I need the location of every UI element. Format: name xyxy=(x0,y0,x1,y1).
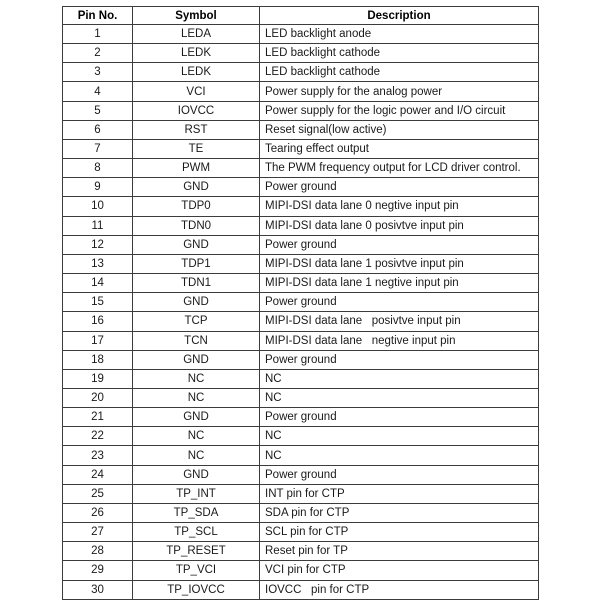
pin-no-cell: 11 xyxy=(63,216,133,235)
pin-no-cell: 20 xyxy=(63,388,133,407)
description-cell: Power ground xyxy=(260,350,539,369)
description-cell: NC xyxy=(260,446,539,465)
symbol-cell: VCI xyxy=(133,82,260,101)
header-description: Description xyxy=(260,7,539,25)
table-row xyxy=(63,139,539,158)
description-cell: LED backlight anode xyxy=(260,25,539,44)
table-row xyxy=(63,388,539,407)
symbol-cell: GND xyxy=(133,408,260,427)
pin-no-cell: 5 xyxy=(63,101,133,120)
description-cell: NC xyxy=(260,369,539,388)
table-row xyxy=(63,63,539,82)
description-cell: MIPI-DSI data lane posivtve input pin xyxy=(260,312,539,331)
description-cell: The PWM frequency output for LCD driver control. xyxy=(260,159,539,178)
description-cell: MIPI-DSI data lane 0 posivtve input pin xyxy=(260,216,539,235)
pin-no-cell: 13 xyxy=(63,254,133,273)
pin-no-cell: 25 xyxy=(63,484,133,503)
table-row xyxy=(63,465,539,484)
description-cell: MIPI-DSI data lane negtive input pin xyxy=(260,331,539,350)
pin-description-table xyxy=(62,6,539,600)
pin-no-cell: 22 xyxy=(63,427,133,446)
table-row xyxy=(63,101,539,120)
description-cell: SCL pin for CTP xyxy=(260,523,539,542)
description-cell: SDA pin for CTP xyxy=(260,503,539,522)
pin-no-cell: 6 xyxy=(63,120,133,139)
pin-no-cell: 12 xyxy=(63,235,133,254)
description-cell: Power ground xyxy=(260,465,539,484)
pin-no-cell: 16 xyxy=(63,312,133,331)
description-cell: MIPI-DSI data lane 1 posivtve input pin xyxy=(260,254,539,273)
table-row xyxy=(63,484,539,503)
table-row xyxy=(63,369,539,388)
description-cell: Power supply for the logic power and I/O circuit xyxy=(260,101,539,120)
description-cell: Power ground xyxy=(260,235,539,254)
symbol-cell: NC xyxy=(133,427,260,446)
pin-no-cell: 15 xyxy=(63,293,133,312)
pin-no-cell: 4 xyxy=(63,82,133,101)
table-row xyxy=(63,178,539,197)
table-row xyxy=(63,350,539,369)
symbol-cell: GND xyxy=(133,178,260,197)
description-cell: Reset signal(low active) xyxy=(260,120,539,139)
symbol-cell: TP_INT xyxy=(133,484,260,503)
symbol-cell: TDP0 xyxy=(133,197,260,216)
pin-no-cell: 23 xyxy=(63,446,133,465)
symbol-cell: TDN0 xyxy=(133,216,260,235)
description-cell: NC xyxy=(260,427,539,446)
symbol-cell: GND xyxy=(133,465,260,484)
table-row xyxy=(63,159,539,178)
table-row xyxy=(63,274,539,293)
pin-no-cell: 3 xyxy=(63,63,133,82)
description-cell: Power ground xyxy=(260,293,539,312)
table-row xyxy=(63,580,539,599)
symbol-cell: TDP1 xyxy=(133,254,260,273)
description-cell: Reset pin for TP xyxy=(260,542,539,561)
table-row xyxy=(63,446,539,465)
symbol-cell: TP_IOVCC xyxy=(133,580,260,599)
description-cell: LED backlight cathode xyxy=(260,63,539,82)
description-cell: LED backlight cathode xyxy=(260,44,539,63)
symbol-cell: NC xyxy=(133,369,260,388)
symbol-cell: TDN1 xyxy=(133,274,260,293)
pin-no-cell: 21 xyxy=(63,408,133,427)
description-cell: Tearing effect output xyxy=(260,139,539,158)
table-body xyxy=(63,25,539,600)
header-pin-no: Pin No. xyxy=(63,7,133,25)
pin-no-cell: 8 xyxy=(63,159,133,178)
symbol-cell: NC xyxy=(133,388,260,407)
pin-no-cell: 18 xyxy=(63,350,133,369)
symbol-cell: TP_RESET xyxy=(133,542,260,561)
symbol-cell: TP_VCI xyxy=(133,561,260,580)
table-row xyxy=(63,235,539,254)
table-row xyxy=(63,254,539,273)
symbol-cell: TCN xyxy=(133,331,260,350)
description-cell: Power ground xyxy=(260,178,539,197)
pin-no-cell: 7 xyxy=(63,139,133,158)
description-cell: IOVCC pin for CTP xyxy=(260,580,539,599)
pin-no-cell: 17 xyxy=(63,331,133,350)
table-row xyxy=(63,408,539,427)
table-row xyxy=(63,25,539,44)
table-row xyxy=(63,427,539,446)
description-cell: MIPI-DSI data lane 1 negtive input pin xyxy=(260,274,539,293)
pin-no-cell: 2 xyxy=(63,44,133,63)
header-row xyxy=(63,7,539,25)
symbol-cell: IOVCC xyxy=(133,101,260,120)
pin-no-cell: 19 xyxy=(63,369,133,388)
table-row xyxy=(63,331,539,350)
symbol-cell: LEDA xyxy=(133,25,260,44)
table-row xyxy=(63,523,539,542)
table-row xyxy=(63,561,539,580)
symbol-cell: GND xyxy=(133,293,260,312)
table-row xyxy=(63,542,539,561)
pin-no-cell: 1 xyxy=(63,25,133,44)
header-symbol: Symbol xyxy=(133,7,260,25)
symbol-cell: LEDK xyxy=(133,63,260,82)
pin-no-cell: 9 xyxy=(63,178,133,197)
table-row xyxy=(63,293,539,312)
symbol-cell: TP_SCL xyxy=(133,523,260,542)
table-row xyxy=(63,120,539,139)
description-cell: Power ground xyxy=(260,408,539,427)
table-row xyxy=(63,82,539,101)
symbol-cell: LEDK xyxy=(133,44,260,63)
pin-no-cell: 29 xyxy=(63,561,133,580)
symbol-cell: TCP xyxy=(133,312,260,331)
description-cell: Power supply for the analog power xyxy=(260,82,539,101)
table-row xyxy=(63,197,539,216)
symbol-cell: TP_SDA xyxy=(133,503,260,522)
table-row xyxy=(63,312,539,331)
description-cell: MIPI-DSI data lane 0 negtive input pin xyxy=(260,197,539,216)
table-row xyxy=(63,216,539,235)
pin-no-cell: 26 xyxy=(63,503,133,522)
table-row xyxy=(63,44,539,63)
table-row xyxy=(63,503,539,522)
description-cell: VCI pin for CTP xyxy=(260,561,539,580)
pin-no-cell: 10 xyxy=(63,197,133,216)
pin-no-cell: 30 xyxy=(63,580,133,599)
symbol-cell: RST xyxy=(133,120,260,139)
symbol-cell: GND xyxy=(133,350,260,369)
symbol-cell: TE xyxy=(133,139,260,158)
pin-no-cell: 24 xyxy=(63,465,133,484)
symbol-cell: PWM xyxy=(133,159,260,178)
pin-no-cell: 14 xyxy=(63,274,133,293)
description-cell: NC xyxy=(260,388,539,407)
pin-no-cell: 27 xyxy=(63,523,133,542)
symbol-cell: NC xyxy=(133,446,260,465)
description-cell: INT pin for CTP xyxy=(260,484,539,503)
pin-no-cell: 28 xyxy=(63,542,133,561)
symbol-cell: GND xyxy=(133,235,260,254)
